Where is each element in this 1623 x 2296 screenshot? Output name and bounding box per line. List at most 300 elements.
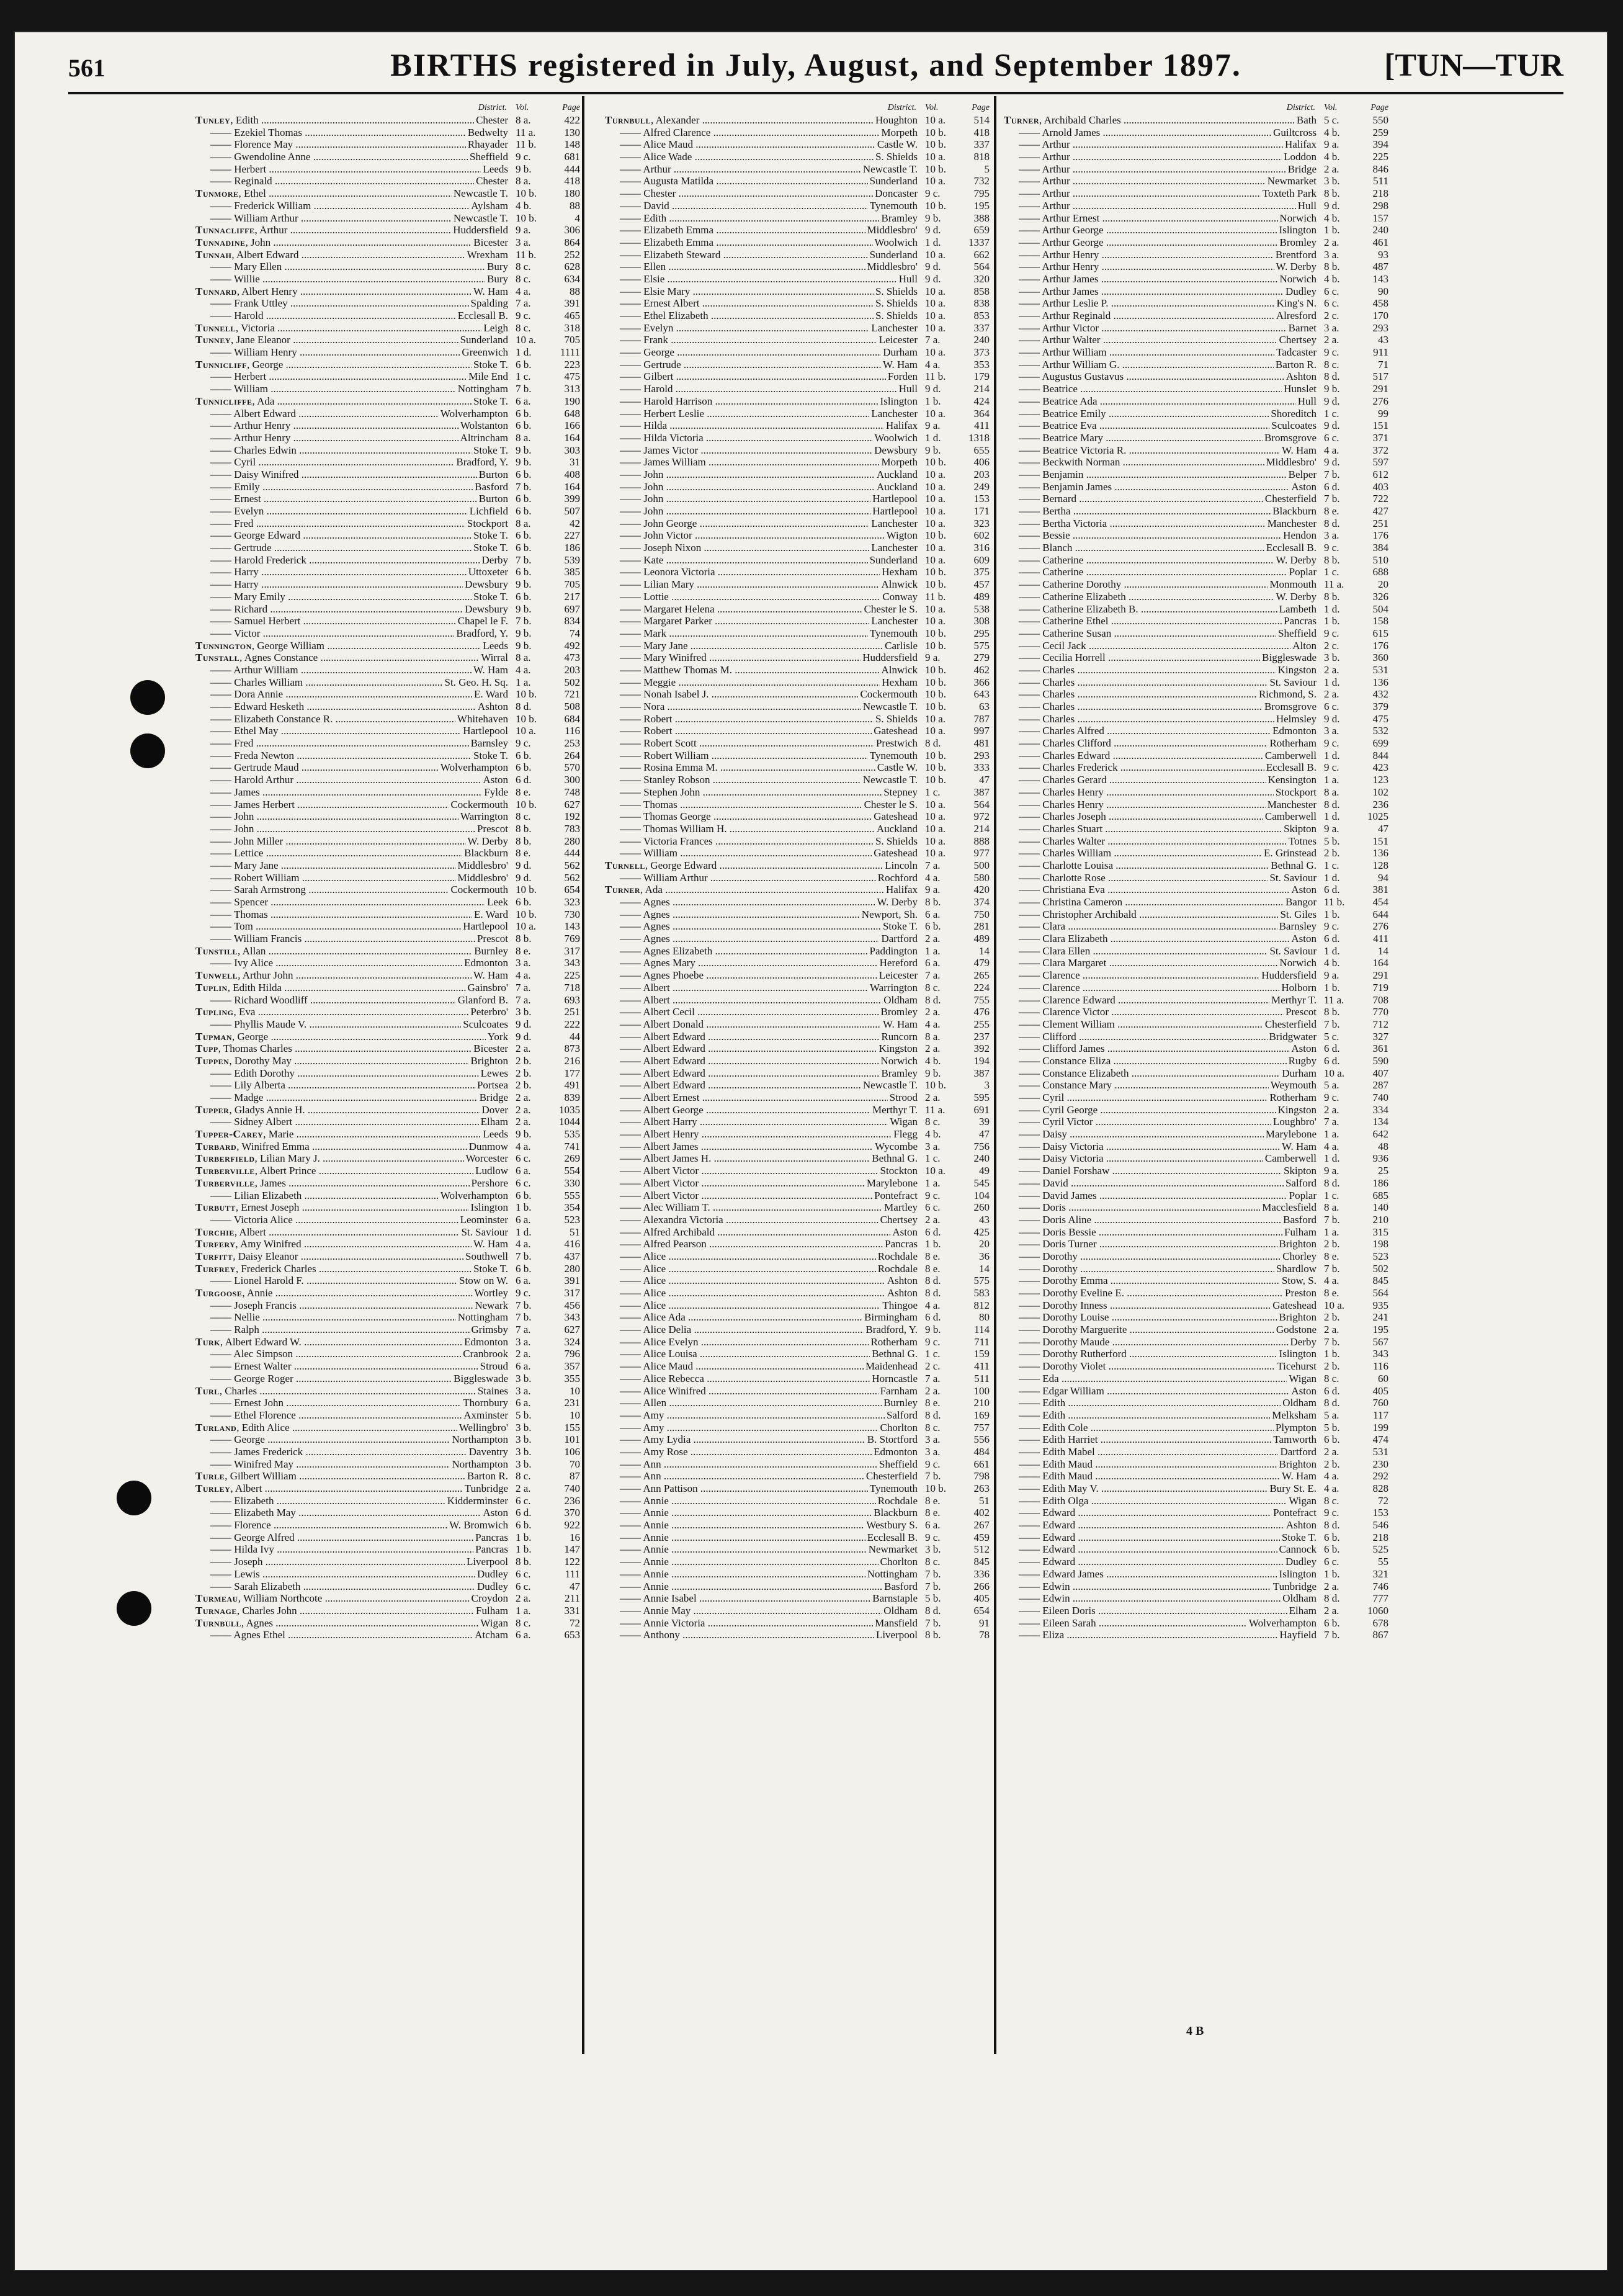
entry-volume: 9 c. — [925, 187, 941, 200]
entry-page: 263 — [973, 1482, 990, 1494]
entry-page: 51 — [570, 1226, 580, 1238]
entry-name — [1004, 1458, 1277, 1471]
entry-name — [605, 1214, 879, 1226]
entry-volume: 10 a. — [925, 835, 946, 847]
entry-forenames: Arthur John — [242, 969, 293, 982]
register-entry — [1004, 1592, 1388, 1605]
entry-district: Newport, Sh. — [861, 908, 918, 920]
register-entry — [605, 212, 990, 225]
entry-name: Tunmore, Ethel ..... — [195, 187, 452, 200]
entry-volume: 3 b. — [516, 1372, 532, 1384]
entry-name — [605, 310, 874, 322]
entry-forenames: Edward — [1042, 1507, 1076, 1519]
entry-forenames: Arthur George — [1042, 236, 1104, 248]
register-entry — [195, 810, 580, 823]
entry-page: 489 — [973, 933, 990, 945]
entry-forenames: Agnes — [246, 1617, 274, 1629]
entry-district: Wolverhampton — [440, 407, 508, 419]
entry-name — [195, 1079, 475, 1092]
entry-volume: 6 a. — [516, 1397, 531, 1409]
entry-name — [605, 554, 868, 567]
entry-district: St. Saviour — [1269, 676, 1317, 688]
entry-name — [605, 505, 870, 518]
entry-district: Tamworth — [1273, 1433, 1317, 1446]
register-entry — [605, 810, 990, 823]
entry-page: 199 — [1372, 1421, 1388, 1433]
entry-district: Runcorn — [881, 1030, 918, 1043]
register-entry — [1004, 713, 1388, 725]
entry-forenames: Albert Henry — [643, 1128, 699, 1141]
register-entry — [1004, 737, 1388, 750]
entry-district: Gateshead — [1272, 1299, 1317, 1311]
entry-name — [1004, 456, 1264, 469]
entry-name — [1004, 1422, 1274, 1434]
entry-district: Martley — [884, 1201, 918, 1214]
entry-page: 399 — [564, 493, 580, 505]
entry-page: 609 — [973, 554, 990, 566]
entry-name — [195, 933, 475, 945]
entry-page: 360 — [1372, 652, 1388, 664]
register-entry — [605, 1568, 990, 1581]
entry-forenames: Albert Victor — [643, 1189, 699, 1201]
entry-page: 845 — [1372, 1275, 1388, 1287]
register-entry — [605, 994, 990, 1007]
entry-name — [605, 713, 874, 725]
register-entry — [1004, 1482, 1388, 1495]
entry-volume: 9 c. — [925, 1531, 941, 1543]
entry-name: Turmeau, William Northcote ..... — [195, 1592, 470, 1605]
entry-forenames: Charles — [1042, 712, 1075, 725]
entry-district: Barnet — [1288, 321, 1317, 334]
entry-volume: 6 c. — [516, 1567, 531, 1580]
entry-page: 741 — [564, 1140, 580, 1152]
entry-district: Cockermouth — [450, 884, 508, 896]
entry-name: Turfitt, Daisy Eleanor ..... — [195, 1250, 463, 1263]
register-entry — [1004, 127, 1388, 139]
entry-name — [1004, 652, 1260, 664]
entry-name — [605, 664, 879, 676]
entry-page: 685 — [1372, 1189, 1388, 1201]
entry-name — [1004, 933, 1289, 945]
entry-district: Stoke T. — [473, 444, 508, 456]
entry-volume: 8 e. — [925, 1250, 941, 1262]
entry-volume: 8 d. — [925, 1287, 941, 1299]
entry-district: Northampton — [452, 1433, 508, 1446]
entry-volume: 10 b. — [516, 688, 537, 701]
entry-page: 502 — [564, 676, 580, 688]
entry-page: 164 — [1372, 957, 1388, 969]
entry-name — [1004, 127, 1271, 139]
entry-page: 36 — [979, 1250, 990, 1262]
register-entry — [1004, 273, 1388, 285]
entry-volume: 10 a. — [925, 346, 946, 359]
entry-volume: 8 d. — [925, 993, 941, 1006]
entry-district: Aylsham — [471, 199, 508, 212]
entry-forenames: Albert Prince — [259, 1165, 316, 1177]
entry-volume: 1 b. — [925, 1238, 941, 1250]
entry-page: 846 — [1372, 163, 1388, 175]
register-entry — [605, 1605, 990, 1617]
entry-name — [605, 1287, 885, 1299]
entry-district: Tynemouth — [869, 1482, 918, 1494]
entry-page: 597 — [1372, 456, 1388, 469]
entry-page: 459 — [973, 1531, 990, 1543]
register-entry — [605, 1324, 990, 1336]
register-entry — [1004, 1568, 1388, 1581]
entry-name: Tunley, Edith ..... — [195, 114, 474, 127]
register-entry — [1004, 1018, 1388, 1031]
entry-name — [195, 835, 466, 848]
entry-district: Altrincham — [460, 431, 508, 444]
entry-volume: 9 b. — [516, 163, 532, 175]
entry-name — [605, 273, 897, 285]
entry-name — [195, 847, 462, 859]
entry-district: Leeds — [483, 639, 508, 652]
entry-district: Monmouth — [1269, 578, 1317, 591]
entry-forenames: Beatrice Eva — [1042, 419, 1097, 432]
register-column-2 — [605, 101, 990, 1641]
entry-name — [1004, 444, 1280, 457]
entry-page: 795 — [973, 187, 990, 200]
entry-name — [1004, 872, 1268, 884]
entry-name — [195, 1568, 475, 1581]
entry-district: Oldham — [883, 993, 918, 1006]
register-entry — [605, 933, 990, 945]
entry-name — [1004, 1190, 1287, 1202]
entry-volume: 10 a. — [516, 920, 537, 933]
entry-page: 678 — [1372, 1617, 1388, 1629]
entry-district: Grimsby — [471, 1324, 508, 1336]
entry-district: Aston — [1291, 1043, 1317, 1055]
entry-district: Alresford — [1276, 310, 1317, 321]
entry-name: Tunnacliffe, Arthur ..... — [195, 224, 451, 236]
entry-page: 465 — [564, 310, 580, 321]
entry-forenames: Clara — [1042, 920, 1066, 933]
entry-district: Brighton — [1279, 1238, 1317, 1250]
entry-page: 462 — [973, 663, 990, 676]
entry-forenames: Cyril — [1042, 1092, 1065, 1103]
entry-name — [605, 1470, 864, 1482]
entry-district: Totnes — [1288, 835, 1317, 847]
entry-forenames: Cyril Victor — [1042, 1116, 1093, 1128]
entry-forenames: Edith — [643, 212, 667, 224]
entry-volume: 7 b. — [516, 554, 532, 566]
entry-district: Ecclesall B. — [457, 310, 508, 321]
register-entry — [605, 200, 990, 212]
entry-district: Newcastle T. — [862, 774, 918, 786]
entry-forenames: Elsie Mary — [643, 285, 691, 297]
entry-forenames: Arthur — [643, 163, 671, 175]
entry-volume: 9 c. — [1324, 761, 1339, 774]
entry-forenames: Alec William T. — [643, 1201, 710, 1214]
entry-district: Aston — [1291, 933, 1317, 945]
entry-surname: Turnbull — [195, 1617, 242, 1629]
entry-district: Salford — [886, 1409, 918, 1421]
entry-forenames: Dorothy Marguerite — [1042, 1324, 1127, 1336]
entry-page: 315 — [1372, 1226, 1388, 1238]
register-entry — [195, 493, 580, 505]
entry-name — [195, 529, 472, 542]
entry-volume: 2 a. — [925, 1213, 941, 1226]
entry-volume: 2 a. — [925, 1384, 941, 1397]
entry-page: 888 — [973, 835, 990, 847]
entry-district: St. Geo. H. Sq. — [444, 676, 508, 688]
entry-district: Islington — [1279, 1348, 1317, 1360]
entry-district: Rochdale — [877, 1250, 918, 1262]
entry-forenames: Catherine Dorothy — [1042, 578, 1122, 591]
entry-surname: Turnbull — [605, 114, 651, 126]
entry-surname: Turk — [195, 1335, 221, 1348]
entry-volume: 8 d. — [925, 1604, 941, 1617]
register-entry — [195, 249, 580, 261]
entry-page: 116 — [565, 725, 580, 737]
entry-volume: 10 b. — [925, 1079, 946, 1092]
entry-page: 787 — [973, 712, 990, 725]
entry-name — [605, 1043, 877, 1055]
register-entry — [195, 1446, 580, 1458]
entry-name — [605, 640, 883, 652]
entry-page: 194 — [973, 1054, 990, 1067]
entry-district: Marylebone — [1265, 1128, 1317, 1141]
register-entry — [195, 554, 580, 567]
entry-page: 218 — [1372, 187, 1388, 200]
entry-page: 634 — [564, 272, 580, 285]
entry-name — [605, 249, 868, 261]
register-entry — [605, 835, 990, 848]
entry-name — [605, 688, 858, 701]
entry-page: 935 — [1372, 1299, 1388, 1311]
entry-page: 14 — [979, 1262, 990, 1275]
register-entry — [1004, 395, 1388, 408]
entry-name: Turley, Albert ..... — [195, 1482, 463, 1495]
entry-district: Islington — [470, 1201, 508, 1214]
entry-page: 461 — [1372, 236, 1388, 248]
register-entry — [605, 1385, 990, 1397]
entry-volume: 10 b. — [925, 688, 946, 701]
register-entry — [605, 1238, 990, 1250]
entry-forenames: Albert Harry — [643, 1116, 697, 1128]
entry-name — [195, 175, 474, 187]
entry-page: 418 — [564, 175, 580, 187]
entry-page: 72 — [570, 1617, 580, 1629]
entry-district: Stockport — [1275, 786, 1317, 798]
register-entry — [195, 334, 580, 346]
entry-district: Aston — [483, 774, 508, 786]
entry-volume: 8 b. — [1324, 590, 1340, 603]
entry-page: 47 — [1378, 822, 1388, 835]
register-entry — [1004, 725, 1388, 737]
register-entry — [195, 750, 580, 762]
entry-name — [1004, 1104, 1276, 1116]
register-entry — [1004, 1373, 1388, 1385]
column-divider — [582, 96, 584, 2054]
entry-page: 746 — [1372, 1580, 1388, 1592]
entry-district: Tunbridge — [1272, 1580, 1317, 1592]
register-entry — [605, 151, 990, 163]
entry-volume: 6 b. — [516, 749, 532, 761]
entry-name — [1004, 200, 1296, 212]
register-entry — [195, 285, 580, 298]
entry-district: Shardlow — [1276, 1262, 1317, 1275]
entry-page: 681 — [564, 151, 580, 163]
entry-page: 276 — [1372, 920, 1388, 933]
entry-surname: Turfrey — [195, 1262, 236, 1275]
entry-page: 425 — [973, 1226, 990, 1238]
entry-page: 361 — [1372, 1043, 1388, 1055]
entry-forenames: Annie — [643, 1519, 669, 1531]
entry-forenames: George Edward — [234, 529, 301, 542]
entry-district: Conway — [882, 590, 918, 603]
entry-volume: 10 a. — [925, 151, 946, 163]
entry-name — [1004, 1311, 1277, 1324]
register-entry — [1004, 847, 1388, 859]
entry-district: Stoke T. — [473, 590, 508, 603]
entry-district: Durham — [1282, 1067, 1317, 1079]
entry-district: Bethnal G. — [872, 1348, 918, 1360]
entry-name — [1004, 1617, 1247, 1630]
entry-page: 100 — [973, 1384, 990, 1397]
entry-forenames: George Edward — [650, 859, 717, 871]
entry-page: 203 — [973, 468, 990, 480]
entry-forenames: Christiana Eva — [1042, 884, 1105, 896]
entry-forenames: Beatrice Victoria R. — [1042, 444, 1127, 456]
entry-page: 661 — [973, 1458, 990, 1470]
punch-hole-icon — [117, 1591, 151, 1626]
entry-page: 474 — [1372, 1433, 1388, 1446]
entry-district: Tunbridge — [464, 1482, 508, 1494]
entry-page: 78 — [979, 1629, 990, 1641]
entry-name — [605, 1507, 872, 1519]
register-entry — [195, 1006, 580, 1018]
register-entry — [1004, 920, 1388, 933]
entry-name — [605, 1018, 881, 1031]
register-entry — [1004, 1360, 1388, 1373]
entry-district: Hunslet — [1284, 383, 1317, 395]
register-entry — [1004, 933, 1388, 945]
entry-volume: 11 b. — [925, 370, 946, 383]
entry-name — [195, 566, 467, 578]
entry-volume: 1 a. — [925, 944, 941, 957]
entry-forenames: Ezekiel Thomas — [234, 126, 302, 138]
register-entry — [195, 1116, 580, 1128]
entry-district: Croydon — [471, 1592, 508, 1605]
entry-district: Bradford, Y. — [456, 627, 508, 639]
entry-page: 230 — [1372, 1458, 1388, 1470]
entry-name — [605, 200, 868, 212]
entry-page: 292 — [1372, 1470, 1388, 1482]
entry-volume: 9 c. — [1324, 920, 1339, 933]
register-entry — [1004, 640, 1388, 652]
entry-district: Lichfield — [469, 505, 508, 517]
register-entry — [605, 799, 990, 811]
entry-page: 642 — [1372, 1128, 1388, 1141]
entry-volume: 4 a. — [516, 285, 531, 297]
entry-district: Bedwelty — [467, 126, 508, 138]
entry-page: 240 — [973, 334, 990, 346]
entry-volume: 3 a. — [1324, 321, 1339, 334]
entry-page: 718 — [564, 981, 580, 993]
entry-page: 457 — [973, 578, 990, 591]
entry-district: Whitehaven — [457, 712, 508, 725]
entry-volume: 8 d. — [1324, 517, 1340, 529]
entry-page: 170 — [1372, 310, 1388, 321]
entry-volume: 8 e. — [516, 786, 531, 798]
register-entry — [195, 542, 580, 554]
entry-forenames: William — [643, 847, 677, 859]
entry-volume: 9 b. — [516, 578, 532, 591]
entry-name — [605, 1324, 864, 1336]
entry-district: Daventry — [468, 1445, 508, 1458]
register-entry — [605, 1519, 990, 1531]
register-entry — [195, 982, 580, 994]
register-entry — [195, 1128, 580, 1141]
entry-name — [1004, 799, 1266, 811]
entry-volume: 1 b. — [925, 395, 941, 407]
register-entry — [1004, 1287, 1388, 1299]
entry-forenames: Alice — [643, 1275, 666, 1287]
entry-volume: 9 a. — [1324, 1165, 1339, 1177]
entry-district: Southwell — [465, 1250, 508, 1262]
entry-page: 16 — [570, 1531, 580, 1543]
entry-name — [195, 1214, 458, 1226]
register-entry — [605, 310, 990, 322]
entry-name — [1004, 578, 1268, 591]
register-entry — [605, 456, 990, 469]
entry-forenames: Clifford — [1042, 1030, 1076, 1043]
entry-page: 153 — [973, 493, 990, 505]
entry-page: 259 — [1372, 126, 1388, 138]
entry-page: 492 — [564, 639, 580, 652]
entry-name — [1004, 187, 1261, 200]
entry-forenames: Charles — [1042, 701, 1075, 712]
entry-name — [1004, 859, 1269, 872]
entry-forenames: Clara Margaret — [1042, 957, 1107, 969]
entry-volume: 6 b. — [516, 493, 532, 505]
entry-name — [1004, 224, 1277, 236]
entry-district: Wrexham — [467, 248, 508, 261]
entry-forenames: Albert Edward — [643, 1079, 705, 1092]
entry-surname: Tunnacliffe — [195, 224, 255, 236]
entry-district: Ashton — [887, 1287, 918, 1299]
entry-name — [1004, 310, 1274, 322]
entry-district: Rhayader — [467, 138, 508, 151]
entry-volume: 11 b. — [516, 138, 537, 151]
entry-district: Islington — [880, 395, 918, 407]
entry-page: 266 — [973, 1580, 990, 1592]
entry-forenames: Constance Mary — [1042, 1079, 1112, 1092]
entry-district: Bridgwater — [1269, 1030, 1317, 1043]
entry-volume: 8 c. — [925, 1116, 941, 1128]
entry-volume: 7 a. — [925, 859, 941, 871]
register-entry — [605, 1299, 990, 1312]
entry-forenames: Christina Cameron — [1042, 896, 1123, 908]
entry-district: Newmarket — [868, 1543, 918, 1556]
entry-district: Wigan — [1289, 1494, 1317, 1507]
entry-volume: 1 d. — [1324, 871, 1340, 884]
register-entry — [605, 1495, 990, 1507]
entry-page: 186 — [1372, 1177, 1388, 1189]
entry-district: Thingoe — [882, 1299, 918, 1311]
entry-forenames: Annie May — [643, 1604, 691, 1617]
entry-volume: 10 a. — [925, 297, 946, 310]
entry-volume: 5 b. — [925, 1592, 941, 1605]
entry-forenames: Daisy — [1042, 1128, 1067, 1141]
register-entry — [605, 920, 990, 933]
entry-volume: 6 a. — [516, 1165, 531, 1177]
entry-forenames: Edward — [1042, 1519, 1076, 1531]
entry-name — [1004, 1116, 1271, 1128]
entry-district: Oldham — [1282, 1397, 1317, 1409]
